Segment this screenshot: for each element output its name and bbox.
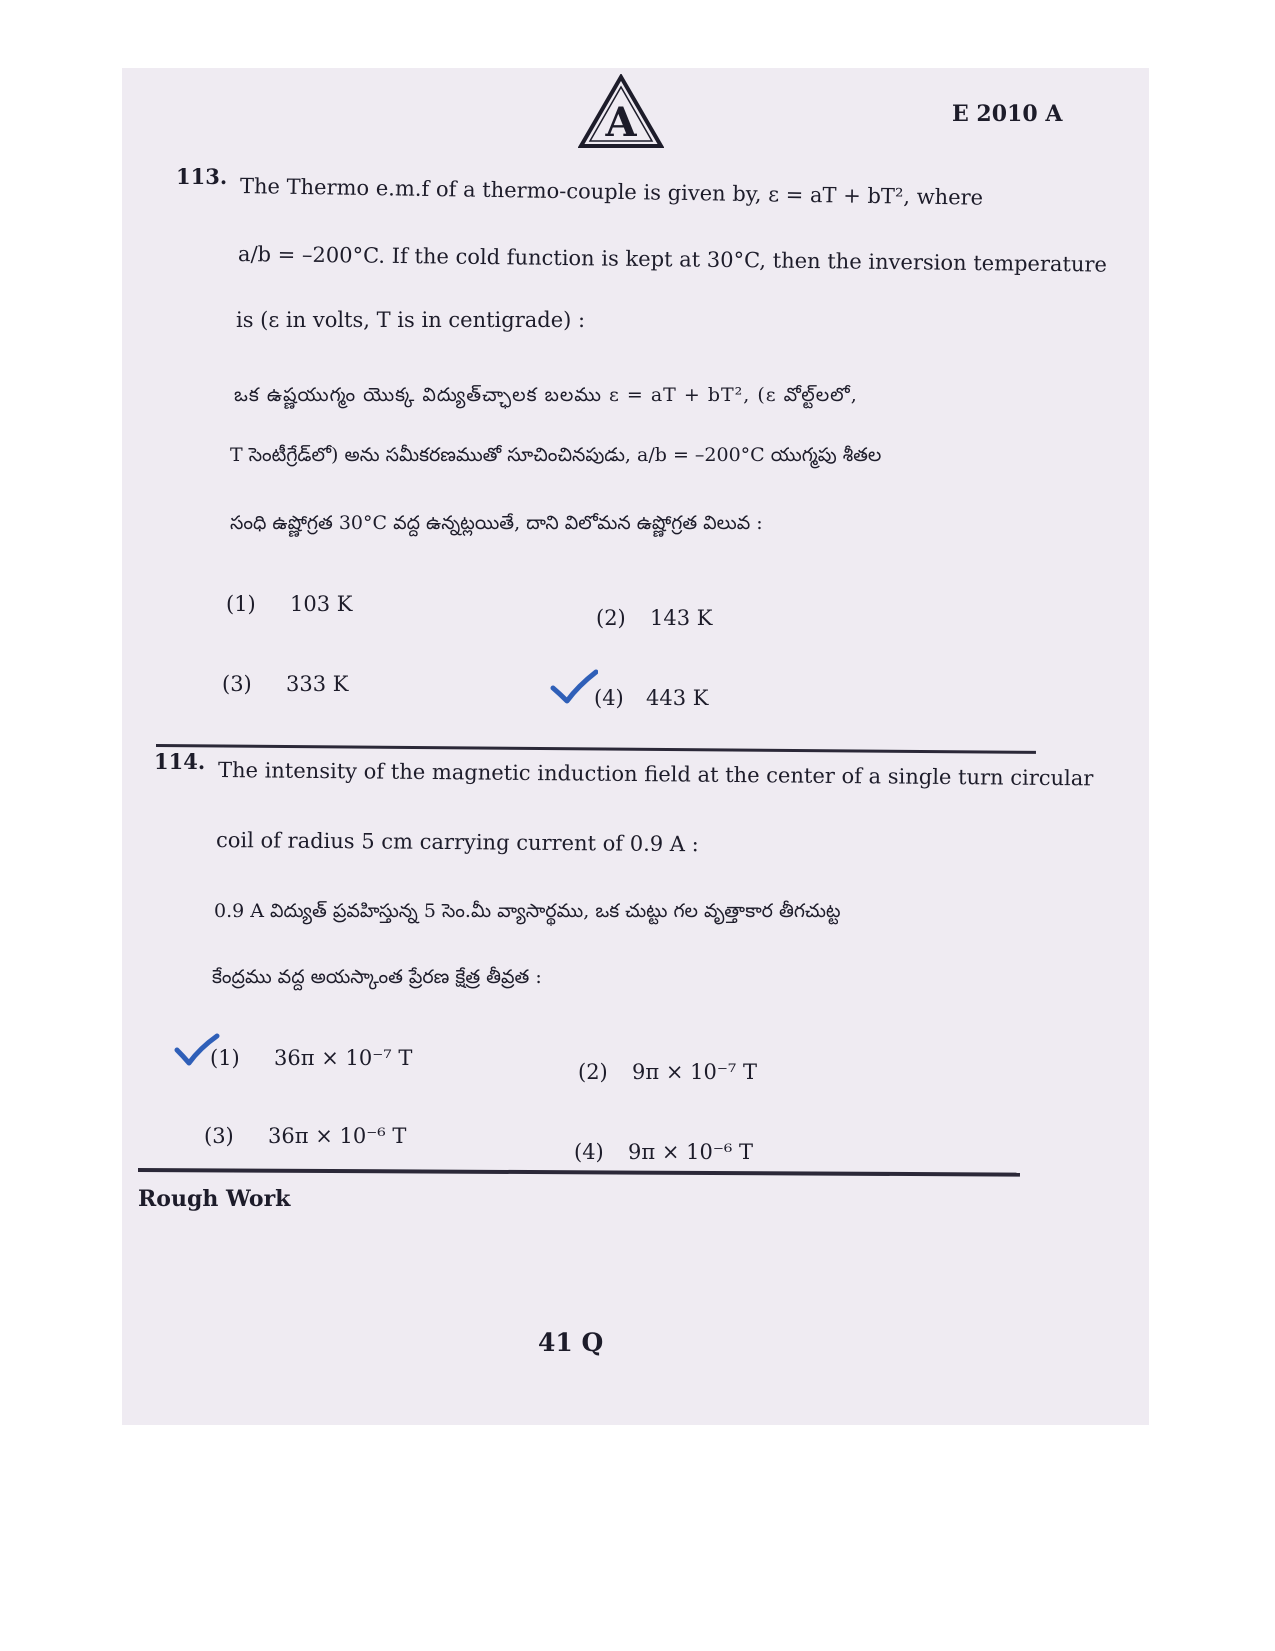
scanned-page — [122, 68, 1149, 1425]
option-text: 36π × 10⁻⁶ T — [268, 1124, 407, 1148]
rough-work-label: Rough Work — [138, 1186, 291, 1212]
question-114-en-line-1: The intensity of the magnetic induction field at the center of a single turn circular — [217, 758, 1094, 791]
option-text: 9π × 10⁻⁷ T — [632, 1060, 758, 1084]
answer-tick-mark-icon — [550, 668, 598, 706]
question-113-en-line-1: The Thermo e.m.f of a thermo-couple is given by, ε = aT + bT², where — [239, 174, 984, 210]
question-113-te-line-1: ఒక ఉష్ణయుగ్మం యొక్క విద్యుత్‌చ్ఛాలక బలము ε = aT + bT², (ε వోల్ట్‌లలో, — [234, 384, 858, 406]
question-113-en-line-2: a/b = –200°C. If the cold function is kept at 30°C, then the inversion temperature — [237, 242, 1108, 277]
rough-work-divider — [138, 1168, 1020, 1177]
option-text: 36π × 10⁻⁷ T — [274, 1046, 413, 1070]
option-text: 143 K — [650, 606, 713, 630]
option-text: 9π × 10⁻⁶ T — [628, 1140, 754, 1164]
question-114-te-line-1: 0.9 A విద్యుత్ ప్రవహిస్తున్న 5 సెం.మీ వ్యాసార్థము, ఒక చుట్టు గల వృత్తాకార తీగచుట్ట — [214, 900, 841, 922]
question-113-option-2 — [596, 606, 712, 630]
question-113-number: 113. — [176, 164, 228, 189]
question-114-te-line-2: కేంద్రము వద్ద అయస్కాంత ప్రేరణ క్షేత్ర తీవ్రత : — [212, 966, 542, 988]
question-113-option-1 — [226, 592, 352, 616]
question-113-option-3 — [222, 672, 348, 696]
option-number: (1) — [226, 592, 256, 616]
option-text: 103 K — [290, 592, 353, 616]
question-114-option-1 — [210, 1046, 412, 1070]
question-114-en-line-2: coil of radius 5 cm carrying current of 0.9 A : — [215, 828, 699, 857]
question-divider — [156, 744, 1036, 754]
option-number: (4) — [574, 1140, 604, 1164]
question-113-option-4 — [594, 686, 708, 710]
option-number: (3) — [222, 672, 252, 696]
option-text: 333 K — [286, 672, 349, 696]
question-113-te-line-2: T సెంటీగ్రేడ్‌లో) అను సమీకరణముతో సూచించినపుడు, a/b = –200°C యుగ్మపు శీతల — [230, 444, 882, 466]
option-number: (1) — [210, 1046, 240, 1070]
booklet-series-letter: A — [605, 99, 637, 146]
question-114-option-3 — [204, 1124, 406, 1148]
page-number: 41 Q — [538, 1328, 604, 1357]
question-114-option-2 — [578, 1060, 757, 1084]
option-number: (2) — [596, 606, 626, 630]
question-114-number: 114. — [154, 749, 206, 774]
option-number: (2) — [578, 1060, 608, 1084]
option-number: (4) — [594, 686, 624, 710]
option-text: 443 K — [646, 686, 709, 710]
question-114-option-4 — [574, 1140, 753, 1164]
series-a-triangle-logo — [578, 74, 664, 148]
option-number: (3) — [204, 1124, 234, 1148]
question-113-te-line-3: సంధి ఉష్ణోగ్రత 30°C వద్ద ఉన్నట్లయితే, దాని విలోమన ఉష్ణోగ్రత విలువ : — [230, 512, 763, 534]
paper-code: E 2010 A — [952, 101, 1063, 127]
question-113-en-line-3: is (ε in volts, T is in centigrade) : — [236, 308, 586, 332]
